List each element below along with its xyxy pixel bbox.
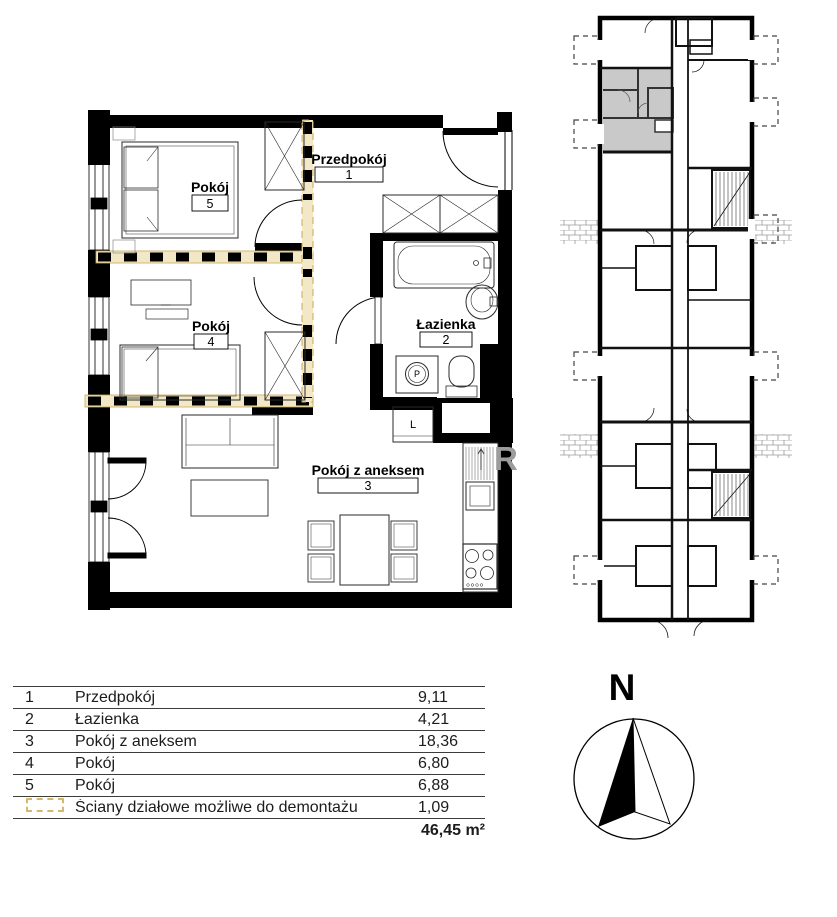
room-name-cell: Pokój — [75, 776, 116, 794]
compass-needle-dark — [598, 718, 635, 827]
room-number-cell: 3 — [25, 732, 34, 750]
room4-label: Pokój — [191, 318, 231, 334]
demolishable-wall-icon — [26, 798, 64, 812]
room-area-cell: 9,11 — [418, 688, 448, 706]
entrance-door-arc — [443, 131, 498, 187]
demolishable-walls — [85, 120, 313, 407]
windows — [89, 163, 109, 562]
fridge-label: L — [409, 419, 417, 431]
legend-table — [13, 686, 485, 843]
room-name-cell: Przedpokój — [75, 688, 156, 706]
room-name-cell: Pokój z aneksem — [75, 732, 197, 750]
desk — [131, 280, 191, 319]
toilet — [446, 356, 477, 397]
room-name-cell: Ściany działowe możliwe do demontażu — [75, 798, 358, 816]
room-number-cell: 5 — [25, 776, 34, 794]
table-row-demolishable — [13, 797, 485, 819]
room-number-cell — [13, 798, 75, 817]
table-row — [13, 731, 485, 753]
dining-table — [340, 515, 389, 585]
sink — [466, 285, 498, 319]
dining-chairs — [308, 521, 417, 582]
bathroom-number: 2 — [442, 333, 450, 347]
room-number-cell: 1 — [25, 688, 34, 706]
table-total-row — [13, 819, 485, 843]
single-bed — [120, 345, 240, 400]
walls — [88, 110, 513, 610]
building-entrance — [650, 620, 710, 638]
sofa — [182, 415, 278, 468]
hall-wardrobes — [383, 195, 498, 233]
north-label: N — [608, 667, 636, 708]
room-area-cell: 18,36 — [418, 732, 459, 750]
bathtub — [394, 242, 494, 288]
building-location-plan — [560, 18, 792, 638]
entrance-niche — [505, 130, 512, 190]
apartment-floor-plan — [85, 110, 518, 610]
bathroom-label: Łazienka — [416, 316, 476, 332]
stove — [463, 544, 497, 589]
nightstand — [113, 127, 135, 140]
apartment-highlight — [603, 68, 673, 152]
room-name-cell: Pokój — [75, 754, 116, 772]
table-row — [13, 775, 485, 797]
room-area-cell: 6,88 — [418, 776, 450, 794]
room5-label: Pokój — [190, 179, 230, 195]
room5-number: 5 — [206, 197, 214, 211]
watermark: R — [494, 440, 518, 477]
table-row — [13, 709, 485, 731]
total-area: 46,45 m² — [420, 822, 485, 839]
wardrobe — [265, 122, 304, 190]
compass-needle-light — [633, 718, 670, 824]
room-number-cell: 2 — [25, 710, 34, 728]
room4-number: 4 — [207, 335, 215, 349]
washer-label: P — [413, 369, 421, 379]
living-number: 3 — [364, 479, 372, 493]
room-area-cell: 1,09 — [418, 798, 450, 816]
vent-shaft — [442, 403, 490, 433]
hallway-number: 1 — [345, 168, 353, 182]
room-area-cell: 6,80 — [418, 754, 450, 772]
north-compass — [574, 667, 694, 839]
room-name-cell: Łazienka — [75, 710, 140, 728]
table-row — [13, 686, 485, 709]
table-row — [13, 753, 485, 775]
coffee-table — [191, 480, 268, 516]
living-label: Pokój z aneksem — [311, 462, 425, 478]
wardrobe — [265, 332, 305, 400]
room-area-cell: 4,21 — [418, 710, 450, 728]
room-number-cell: 4 — [25, 754, 34, 772]
hallway-label: Przedpokój — [311, 151, 387, 167]
